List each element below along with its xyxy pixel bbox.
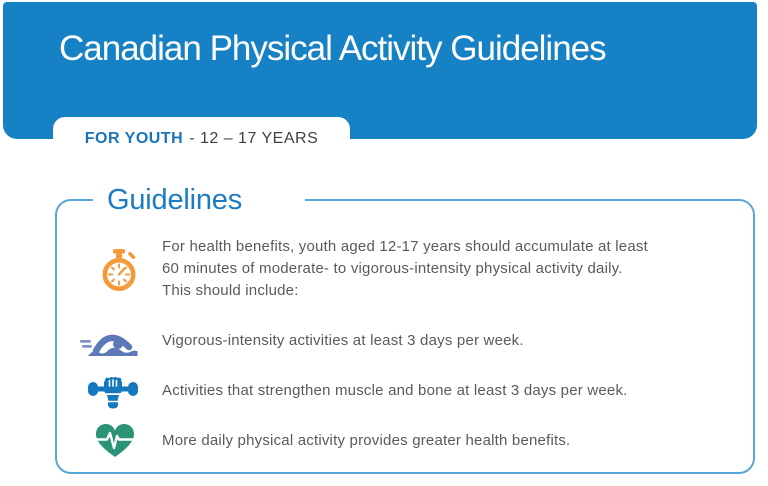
guidelines-section-title: Guidelines bbox=[93, 178, 305, 222]
guideline-item-strengthen bbox=[57, 373, 753, 411]
guideline-item-accumulate bbox=[57, 236, 753, 308]
guideline-text-line: Vigorous-intensity activities at least 3 days per week. bbox=[162, 332, 524, 349]
page-title: Canadian Physical Activity Guidelines bbox=[59, 29, 606, 68]
guideline-text-line: More daily physical activity provides greater health benefits. bbox=[162, 432, 571, 449]
audience-tab-age-range: - 12 – 17 YEARS bbox=[189, 130, 319, 147]
guideline-text-line: 60 minutes of moderate- to vigorous-intensity physical activity daily. bbox=[162, 260, 623, 277]
guideline-text bbox=[162, 380, 628, 402]
guideline-text-line: This should include: bbox=[162, 282, 299, 299]
guideline-text-line: For health benefits, youth aged 12-17 years should accumulate at least bbox=[162, 238, 648, 255]
guideline-text bbox=[162, 430, 570, 452]
dumbbell-icon bbox=[88, 375, 138, 409]
guidelines-box bbox=[55, 183, 755, 474]
guideline-text bbox=[162, 330, 524, 352]
audience-tab-group-label: FOR YOUTH bbox=[84, 130, 184, 147]
guideline-item-vigorous bbox=[57, 327, 753, 359]
swimmer-icon bbox=[80, 330, 140, 358]
guideline-text-line: Activities that strengthen muscle and bone at least 3 days per week. bbox=[162, 382, 628, 399]
guideline-text bbox=[162, 236, 648, 302]
heart-pulse-icon bbox=[94, 423, 136, 459]
audience-tab bbox=[53, 117, 350, 161]
guideline-item-more-activity bbox=[57, 421, 753, 461]
stopwatch-icon bbox=[100, 249, 138, 292]
